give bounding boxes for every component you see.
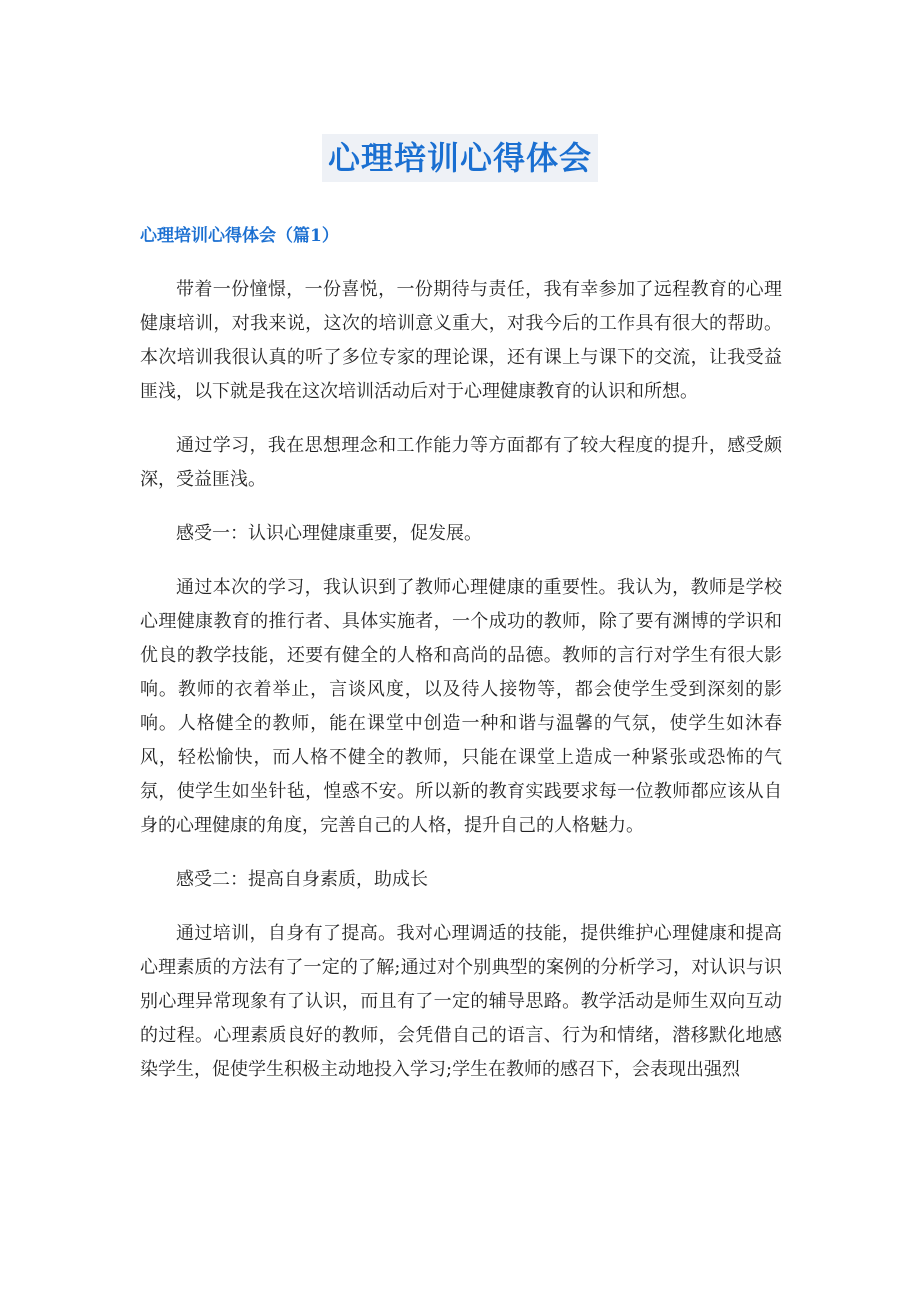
paragraph-feeling-one-heading: 感受一：认识心理健康重要，促发展。 bbox=[176, 523, 482, 544]
document-body bbox=[140, 273, 782, 1107]
paragraph-intro: 带着一份憧憬，一份喜悦，一份期待与责任，我有幸参加了远程教育的心理健康培训，对我来说，这次的培训意义重大，对我今后的工作具有很大的帮助。本次培训我很认真的听了多位专家的理论课，还有课上与课下的交流，让我受益匪浅，以下就是我在这次培训活动后对于心理健康教育的认识和所想。 bbox=[140, 279, 782, 402]
paragraph-summary: 通过学习，我在思想理念和工作能力等方面都有了较大程度的提升，感受颇深，受益匪浅。 bbox=[140, 435, 782, 490]
paragraph-feeling-two-heading: 感受二：提高自身素质，助成长 bbox=[176, 869, 428, 890]
paragraph-feeling-one-body: 通过本次的学习，我认识到了教师心理健康的重要性。我认为，教师是学校心理健康教育的推行者、具体实施者，一个成功的教师，除了要有渊博的学识和优良的教学技能，还要有健全的人格和高尚的品德。教师的言行对学生有很大影响。教师的衣着举止，言谈风度，以及待人接物等，都会使学生受到深刻的影响。人格健全的教师，能在课堂中创造一种和谐与温馨的气氛，使学生如沐春风，轻松愉快，而人格不健全的教师，只能在课堂上造成一种紧张或恐怖的气氛，使学生如坐针毡，惶惑不安。所以新的教育实践要求每一位教师都应该从自身的心理健康的角度，完善自己的人格，提升自己的人格魅力。 bbox=[140, 577, 782, 836]
paragraph-feeling-two-body: 通过培训，自身有了提高。我对心理调适的技能，提供维护心理健康和提高心理素质的方法有了一定的了解;通过对个别典型的案例的分析学习，对认识与识别心理异常现象有了认识，而且有了一定的辅导思路。教学活动是师生双向互动的过程。心理素质良好的教师，会凭借自己的语言、行为和情绪，潜移默化地感染学生，促使学生积极主动地投入学习;学生在教师的感召下，会表现出强烈 bbox=[140, 923, 782, 1080]
document-title: 心理培训心得体会 bbox=[322, 134, 598, 182]
section-heading: 心理培训心得体会（篇1） bbox=[140, 226, 339, 246]
title-container bbox=[0, 134, 920, 182]
